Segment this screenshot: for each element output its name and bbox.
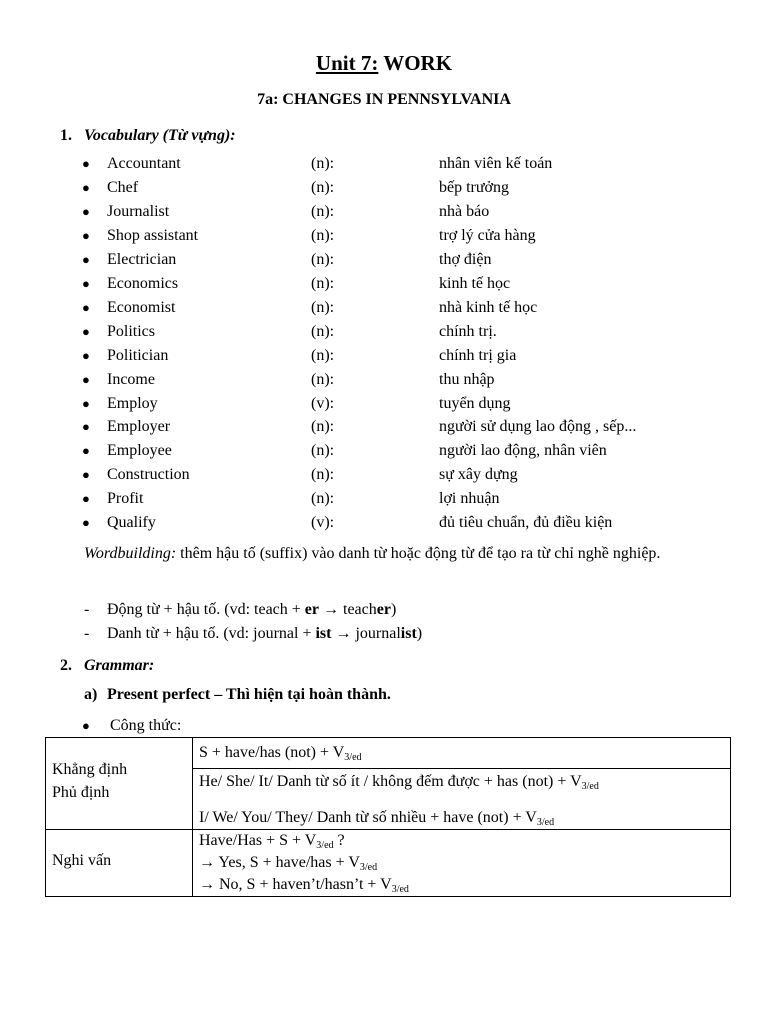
vocabulary-item	[0, 344, 768, 368]
vocab-part-of-speech: (v):	[311, 394, 335, 412]
vocab-meaning: nhà kinh tế học	[439, 298, 538, 316]
bullet-icon: ●	[82, 203, 90, 219]
vocab-part-of-speech: (n):	[311, 322, 335, 340]
wordbuilding-text: thêm hậu tố (suffix) vào danh từ hoặc động từ để tạo ra từ chỉ nghề nghiệp.	[176, 545, 661, 562]
rule-dash: -	[84, 601, 90, 618]
vocab-meaning: chính trị.	[439, 322, 497, 340]
wordbuilding-note	[84, 542, 730, 566]
vocab-part-of-speech: (n):	[311, 442, 335, 460]
page-subtitle: 7a: CHANGES IN PENNSYLVANIA	[257, 91, 511, 108]
vocab-part-of-speech: (n):	[311, 346, 335, 364]
vocabulary-item	[0, 463, 768, 487]
bullet-icon: ●	[82, 467, 90, 483]
vocabulary-item	[0, 439, 768, 463]
bullet-icon: ●	[82, 371, 90, 387]
vocabulary-item	[0, 368, 768, 392]
formula-plural: I/ We/ You/ They/ Danh từ số nhiều + have $(not) + V_{3/ed}$	[199, 809, 555, 828]
vocab-meaning: người lao động, nhân viên	[439, 442, 607, 460]
vocab-meaning: thợ điện	[439, 250, 492, 268]
table-divider	[192, 737, 193, 897]
section-number: 2.	[60, 657, 72, 674]
formula-table	[45, 737, 731, 897]
vocab-part-of-speech: (v):	[311, 514, 335, 532]
vocab-word: Employer	[107, 418, 171, 436]
page-title	[0, 49, 768, 77]
vocab-word: Accountant	[107, 155, 181, 172]
vocab-part-of-speech: (n):	[311, 418, 335, 436]
vocab-part-of-speech: (n):	[311, 466, 335, 484]
bullet-icon: ●	[82, 419, 90, 435]
title-topic: WORK	[378, 51, 453, 75]
table-divider	[45, 829, 731, 830]
vocab-part-of-speech: (n):	[311, 250, 335, 268]
vocab-word: Electrician	[107, 250, 177, 268]
vocab-part-of-speech: (n):	[311, 490, 335, 508]
vocab-word: Profit	[107, 490, 144, 508]
vocabulary-item	[0, 415, 768, 439]
vocab-part-of-speech: (n):	[311, 155, 335, 172]
bullet-icon: ●	[82, 227, 90, 243]
section-title: Vocabulary (Từ vựng):	[84, 127, 236, 144]
section-number: 1.	[60, 127, 72, 144]
vocabulary-item	[0, 511, 768, 535]
vocab-word: Economics	[107, 274, 179, 292]
vocab-part-of-speech: (n):	[311, 178, 335, 196]
wordbuilding-label: Wordbuilding:	[84, 545, 177, 562]
vocabulary-item	[0, 272, 768, 296]
bullet-icon: ●	[82, 251, 90, 267]
vocab-meaning: nhân viên kế toán	[439, 155, 553, 172]
vocab-part-of-speech: (n):	[311, 202, 335, 220]
vocab-word: Employee	[107, 442, 172, 460]
bullet-icon: ●	[82, 323, 90, 339]
bullet-icon: ●	[82, 443, 90, 459]
vocabulary-item	[0, 296, 768, 320]
vocabulary-item	[0, 320, 768, 344]
vocab-meaning: lợi nhuận	[439, 490, 500, 508]
vocab-meaning: sự xây dựng	[439, 466, 518, 484]
title-unit: Unit 7:	[315, 51, 379, 75]
vocabulary-item	[0, 200, 768, 224]
bullet-icon: ●	[82, 347, 90, 363]
vocab-word: Shop assistant	[107, 226, 199, 244]
vocabulary-item	[0, 248, 768, 272]
vocab-part-of-speech: (n):	[311, 298, 335, 316]
vocab-meaning: kinh tế học	[439, 274, 511, 292]
vocab-meaning: đủ tiêu chuẩn, đủ điều kiện	[439, 514, 613, 532]
rule-text: Động từ + hậu tố. (vd: teach + er → teacher)	[107, 601, 397, 618]
vocab-word: Politics	[107, 322, 156, 340]
vocab-word: Economist	[107, 298, 176, 316]
vocabulary-item	[0, 152, 768, 176]
vocab-word: Construction	[107, 466, 190, 484]
table-border	[45, 896, 731, 897]
row-label-question: Nghi vấn	[52, 852, 112, 869]
vocab-meaning: nhà báo	[439, 202, 490, 220]
formula-question: Have/Has + $S + V_{3/ed}$ ?	[199, 832, 345, 851]
vocab-meaning: bếp trưởng	[439, 178, 510, 196]
vocab-word: Income	[107, 370, 155, 388]
vocab-part-of-speech: (n):	[311, 226, 335, 244]
vocab-word: Chef	[107, 178, 139, 196]
bullet-icon: ●	[82, 515, 90, 531]
formula-answer-yes: → Yes, S + have/has + $V_{3/ed}$	[199, 854, 378, 873]
rule-text: Danh từ + hậu tố. (vd: journal + ist → journalist)	[107, 625, 423, 642]
subsection-letter: a)	[84, 686, 98, 703]
row-label-negative: Phủ định	[52, 784, 110, 801]
vocab-meaning: thu nhập	[439, 370, 495, 388]
bullet-icon: ●	[82, 718, 90, 733]
vocab-meaning: trợ lý cửa hàng	[439, 226, 536, 244]
table-border	[45, 737, 46, 897]
vocab-meaning: tuyển dụng	[439, 394, 511, 412]
vocab-word: Journalist	[107, 202, 170, 220]
rule-dash: -	[84, 625, 90, 642]
vocab-meaning: chính trị gia	[439, 346, 517, 364]
section-title: Grammar:	[84, 657, 155, 674]
vocabulary-item	[0, 176, 768, 200]
subsection-title: Present perfect – Thì hiện tại hoàn thành.	[107, 686, 391, 703]
vocab-part-of-speech: (n):	[311, 370, 335, 388]
formula-answer-no: → No, S + haven’t/hasn’t + $V_{3/ed}$	[199, 876, 409, 895]
bullet-icon: ●	[82, 299, 90, 315]
bullet-icon: ●	[82, 491, 90, 507]
vocab-word: Employ	[107, 394, 158, 412]
bullet-icon: ●	[82, 156, 90, 171]
bullet-icon: ●	[82, 275, 90, 291]
row-label-affirmative: Khẳng định	[52, 761, 128, 778]
vocab-part-of-speech: (n):	[311, 274, 335, 292]
vocabulary-item	[0, 487, 768, 511]
formula-affirmative: S + have/has $(not) + V_{3/ed}$	[199, 744, 362, 763]
table-divider	[192, 768, 731, 769]
vocab-meaning: người sử dụng lao động , sếp...	[439, 418, 637, 436]
formula-singular: He/ She/ It/ Danh từ số ít / không đếm được + has $(not) + V_{3/ed}$	[199, 773, 599, 792]
table-border	[45, 737, 731, 738]
vocabulary-item	[0, 392, 768, 416]
bullet-icon: ●	[82, 179, 90, 195]
document-page: Unit 7: WORK 7a: CHANGES IN PENNSYLVANIA 1. Vocabulary (Từ vựng): ● Accountant (n): nhân viên kế toán ● Chef (n): bếp trưởng ● Journalist (n): nhà báo ● Shop assistant (n): trợ lý cửa hàng ● Electrician (n): thợ điện ● Economics (n): kinh tế học ● Economist (n): nhà kinh tế học ● Politics (n): chính trị. ● Politician (n): chính trị gia ● Income (n): thu nhập ● Employ (v): tuyển dụng ● Employer (n): người sử dụng lao động , sếp... ● Employee (n): người lao động, nhân viên ● Construction (n): sự xây dựng ● Profit (n): lợi nhuận ● Qualify (v): đủ tiêu chuẩn, đủ điều kiện Wordbuilding: thêm hậu tố (suffix) vào danh từ hoặc động từ để tạo ra từ chỉ nghề nghiệp. - Động từ + hậu tố. (vd: teach + er → teacher) - Danh từ + hậu tố. (vd: journal + ist → journalist) 2. Grammar: a) Present perfect – Thì hiện tại hoàn thành. ● Công thức: Khẳng định Phủ định Nghi vấn S + have/has $(not) + V_{3/ed}$ He/ She/ It/ Danh từ số ít / không đếm được + has $(not) + V_{3/ed}$ I/ We/ You/ They/ Danh từ số nhiều + have $(not) + V_{3/ed}$ Have/Has + $S + V_{3/ed}$ ? → Yes, S + have/has + $V_{3/ed}$ → No, S + haven’t/hasn’t + $V_{3/ed}$	[0, 0, 768, 1024]
bullet-icon: ●	[82, 395, 90, 411]
vocab-word: Qualify	[107, 514, 156, 532]
table-border	[730, 737, 731, 897]
vocab-word: Politician	[107, 346, 169, 364]
vocabulary-item	[0, 224, 768, 248]
